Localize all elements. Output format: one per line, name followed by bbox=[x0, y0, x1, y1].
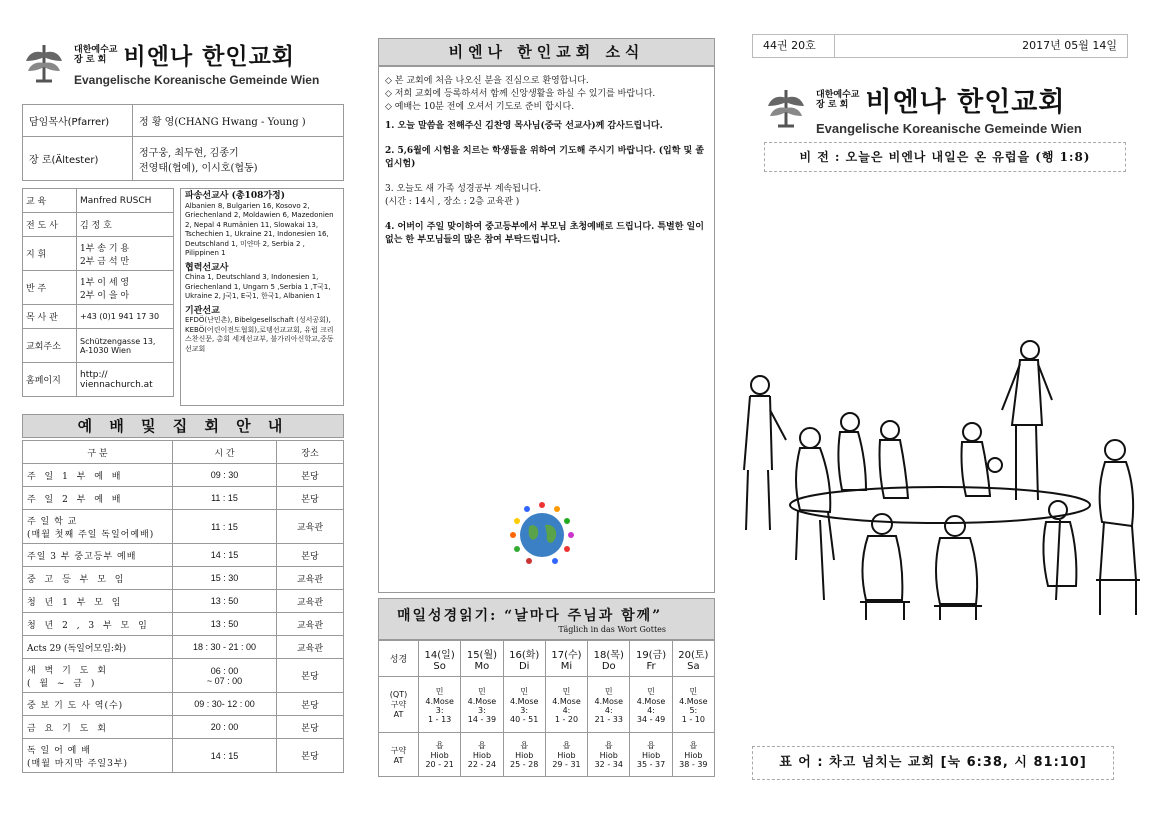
missionaries-box bbox=[180, 188, 344, 406]
church-name: 비엔나 한인교회 bbox=[865, 87, 1066, 118]
table-row: 교 육 Manfred RUSCH bbox=[23, 189, 174, 213]
pastor-label: 담임목사(Pfarrer) bbox=[23, 105, 133, 137]
news-box bbox=[378, 66, 715, 593]
table-row: 청 년 2 , 3 부 모 임 13 : 50 교육관 bbox=[23, 613, 344, 636]
table-row: 금 요 기 도 회 20 : 00 본당 bbox=[23, 716, 344, 739]
bible-title: 매일성경읽기: “날마다 주님과 함께” bbox=[397, 608, 663, 624]
elder-value: 정구웅, 최두현, 김종기 전영태(협예), 이시호(협동) bbox=[133, 137, 344, 181]
denomination-label: 대한예수교 장 로 회 bbox=[816, 89, 860, 110]
pastor-table bbox=[22, 104, 344, 181]
news-bullet: ◇ 본 교회에 처음 나오신 분을 진심으로 환영합니다. bbox=[385, 76, 589, 86]
dispatch-title: 파송선교사 (총108가정) bbox=[185, 191, 285, 201]
church-name-german: Evangelische Koreanische Gemeinde Wien bbox=[816, 121, 1082, 136]
table-row bbox=[23, 105, 344, 137]
table-row: 홈페이지 http:// viennachurch.at bbox=[23, 363, 174, 397]
table-row: 지 휘 1부 송 기 용 2부 금 석 만 bbox=[23, 237, 174, 271]
coop-text: China 1, Deutschland 3, Indonesien 1, Griechenland 1, Ungarn 5 ,Serbia 1 ,T국1, Ukraine 2, J국1, E국1, 한국1, Albanien 1 bbox=[185, 273, 331, 300]
volume-label: 44권 20호 bbox=[753, 35, 835, 57]
table-row: 주 일 2 부 예 배 11 : 15 본당 bbox=[23, 487, 344, 510]
org-title: 기관선교 bbox=[185, 305, 220, 316]
sketch-illustration bbox=[740, 330, 1150, 620]
homepage-link[interactable]: http:// viennachurch.at bbox=[77, 363, 174, 397]
table-row: 중 보 기 도 사 역(수) 09 : 30- 12 : 00 본당 bbox=[23, 693, 344, 716]
news-item: 2. 5,6월에 시험을 치르는 학생들을 위하여 기도해 주시기 바랍니다. (입학 및 졸업시험) bbox=[385, 146, 705, 169]
table-row: 반 주 1부 이 세 영 2부 이 을 아 bbox=[23, 271, 174, 305]
coop-title: 협력선교사 bbox=[185, 262, 229, 273]
table-row: 구약 AT 욥 Hiob 20 - 21 욥 Hiob 22 - 24 욥 Hiob 25 - 28 욥 Hiob 29 - 31 욥 Hiob 32 - 34 욥 Hiob 35 - 37 욥 Hiob 38 - 39 bbox=[379, 733, 715, 777]
table-row: 주 일 학 교 (매월 첫째 주일 독일어예배) 11 : 15 교육관 bbox=[23, 510, 344, 544]
org-text: EFDÖ(난민촌), Bibelgesellschaft (성서공회), KEBÖ(어린이전도협회),로뎅선교교회, 유럽 크리스찬신문, 총회 세계선교부, 불가리아신학교,중동선교회 bbox=[185, 316, 334, 353]
table-row: 주일 3 부 중고등부 예배 14 : 15 본당 bbox=[23, 544, 344, 567]
news-bullet: ◇ 예배는 10분 전에 오셔서 기도로 준비 합시다. bbox=[385, 102, 575, 112]
table-row: Acts 29 (독일어모임:화) 18 : 30 - 21 : 00 교육관 bbox=[23, 636, 344, 659]
table-row: 전 도 사 김 정 호 bbox=[23, 213, 174, 237]
globe-people-icon bbox=[507, 497, 577, 567]
bible-table bbox=[378, 640, 715, 777]
services-table bbox=[22, 440, 344, 773]
issue-bar bbox=[752, 34, 1128, 58]
bible-subtitle: Täglich in das Wort Gottes bbox=[558, 625, 666, 634]
church-name-german: Evangelische Koreanische Gemeinde Wien bbox=[74, 73, 320, 87]
pastor-value: 정 황 영(CHANG Hwang - Young ) bbox=[133, 105, 344, 137]
tree-logo-icon bbox=[764, 86, 808, 130]
table-row: (QT) 구약 AT 민 4.Mose 3: 1 - 13 민 4.Mose 3: 14 - 39 민 4.Mose 3: 40 - 51 민 4.Mose 4: 1 - 20 민 4.Mose 4: 21 - 33 민 4.Mose 4: 34 - 49 민 4.Mose 5: 1 - 10 bbox=[379, 677, 715, 733]
table-row: 주 일 1 부 예 배 09 : 30 본당 bbox=[23, 464, 344, 487]
denomination-label: 대한예수교 장 로 회 bbox=[74, 44, 118, 65]
table-header: 구 분 시 간 장소 bbox=[23, 441, 344, 464]
table-row: 새 벽 기 도 회 ( 월 ~ 금 ) 06 : 00 ~ 07 : 00 본당 bbox=[23, 659, 344, 693]
vision-statement: 비 전 : 오늘은 비엔나 내일은 온 유럽을 (행 1:8) bbox=[764, 142, 1126, 172]
news-bullet: ◇ 저희 교회에 등록하셔서 함께 신앙생활을 하실 수 있기를 바랍니다. bbox=[385, 89, 656, 99]
staff-table bbox=[22, 188, 174, 397]
table-row: 청 년 1 부 모 임 13 : 50 교육관 bbox=[23, 590, 344, 613]
bible-header bbox=[378, 598, 715, 640]
church-name: 비엔나 한인교회 bbox=[123, 44, 296, 70]
table-header: 성경 14(일) So 15(월) Mo 16(화) Di 17(수) Mi 18(목) Do 19(금) Fr 20(토) Sa bbox=[379, 641, 715, 677]
elder-label: 장 로(Ältester) bbox=[23, 137, 133, 181]
dispatch-text: Albanien 8, Bulgarien 16, Kosovo 2, Griechenland 2, Moldawien 6, Mazedonien 2, Nepal 4 Rumänien 11, Slowakai 13, Tschechien 1, Ukraine 21, Indonesien 16, Deutschland 1, 미얀마 2, Serbia 2 , Pilippinen 1 bbox=[185, 201, 334, 257]
table-row bbox=[23, 137, 344, 181]
table-row: 독 일 어 예 배 (매월 마지막 주일3부) 14 : 15 본당 bbox=[23, 739, 344, 773]
issue-date: 2017년 05월 14일 bbox=[1022, 39, 1117, 52]
news-item: 4. 어버이 주일 맞이하여 중고등부에서 부모님 초청예배로 드립니다. 특별한 일이 없는 한 부모님들의 많은 참여 부탁드립니다. bbox=[385, 222, 704, 245]
news-title: 비엔나 한인교회 소식 bbox=[378, 38, 715, 66]
services-title: 예 배 및 집 회 안 내 bbox=[22, 414, 344, 438]
church-logo-cover bbox=[764, 80, 1128, 136]
news-item: 3. 오늘도 새 가족 성경공부 계속됩니다. (시간 : 14시 , 장소 : 2층 교육관 ) bbox=[385, 184, 542, 207]
table-row: 목 사 관 +43 (0)1 941 17 30 bbox=[23, 305, 174, 329]
motto-statement: 표 어 : 차고 넘치는 교회 [눅 6:38, 시 81:10] bbox=[752, 746, 1114, 780]
church-logo-left bbox=[22, 38, 342, 87]
table-row: 중 고 등 부 모 임 15 : 30 교육관 bbox=[23, 567, 344, 590]
news-item: 1. 오늘 말씀을 전해주신 김찬영 목사님(중국 선교사)께 감사드립니다. bbox=[385, 121, 663, 131]
tree-logo-icon bbox=[22, 41, 66, 85]
table-row: 교회주소 Schützengasse 13, A-1030 Wien bbox=[23, 329, 174, 363]
